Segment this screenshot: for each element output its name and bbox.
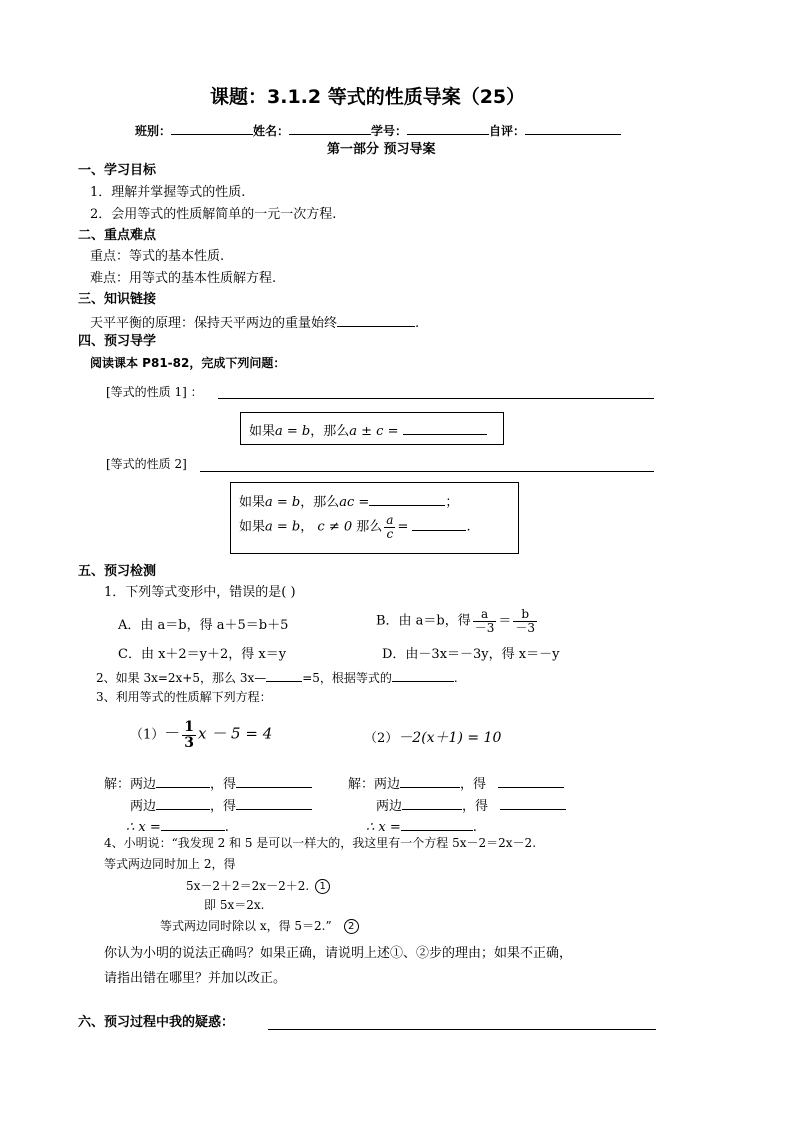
property-1-label: [等式的性质 1] ：: [106, 385, 203, 399]
key-point: 重点：等式的基本性质.: [90, 249, 225, 264]
circled-2: 2: [344, 919, 359, 934]
box2-text-5: 那么: [356, 519, 383, 535]
box1-blank[interactable]: [403, 422, 487, 435]
box2-expr-1: a = b: [265, 495, 301, 510]
frac1-num: a: [473, 608, 497, 622]
option-c[interactable]: C．由 x＋2＝y＋2，得 x＝y: [118, 647, 287, 662]
sol2-blank-2[interactable]: [498, 775, 564, 788]
section-1-heading: 一、学习目标: [78, 163, 157, 178]
sol1-so: ∴ x =: [126, 820, 161, 835]
frac2-num: b: [513, 608, 537, 622]
sol2-de-2: ，得: [462, 799, 489, 814]
class-label: 班别：: [135, 124, 172, 138]
sol2-de: ，得: [460, 777, 487, 792]
box2-expr-3: a = b: [265, 519, 301, 535]
section-6-heading: 六、预习过程中我的疑惑：: [78, 1015, 235, 1030]
id-label: 学号：: [371, 124, 408, 138]
doubts-blank[interactable]: [268, 1029, 656, 1030]
sol1-blank-4[interactable]: [236, 797, 312, 810]
property-2-blank[interactable]: [200, 471, 654, 472]
box2-end-1: ；: [445, 495, 459, 510]
fraction-a-over-c: [384, 514, 395, 540]
option-b[interactable]: [376, 608, 539, 634]
box1-expr-2: a ± c =: [349, 424, 399, 439]
eq2-label: （2）: [364, 731, 399, 746]
knowledge-end: .: [415, 316, 420, 331]
box2-text-3: 如果: [239, 519, 266, 535]
box2-expr-4: c ≠ 0: [317, 519, 353, 535]
section-3-heading: 三、知识链接: [78, 292, 157, 307]
circled-1: 1: [315, 879, 330, 894]
box2-text-1: 如果: [239, 495, 266, 510]
difficult-point: 难点：用等式的基本性质解方程.: [90, 271, 277, 286]
solution-2-line-3: [366, 818, 477, 834]
name-label: 姓名：: [253, 124, 290, 138]
property-2-line-2: [239, 514, 471, 540]
q2-end: .: [453, 671, 458, 685]
eq1-den: 3: [184, 734, 195, 751]
section-4-heading: 四、预习导学: [78, 334, 157, 349]
id-blank[interactable]: [407, 122, 489, 135]
question-4-line-6: 你认为小明的说法正确吗？如果正确，请说明上述①、②步的理由；如果不正确，: [104, 946, 573, 961]
eq1-num: 1: [184, 719, 195, 735]
sol2-blank-3[interactable]: [402, 797, 462, 810]
solution-2-line-1: [348, 775, 564, 791]
sol2-blank-5[interactable]: [401, 818, 473, 831]
sol1-de-2: ，得: [210, 799, 237, 814]
knowledge-text: 天平平衡的原理：保持天平两边的重量始终: [90, 316, 338, 331]
option-a[interactable]: A．由 a＝b，得 a＋5＝b＋5: [118, 618, 289, 633]
solution-1-line-2: [130, 797, 312, 813]
property-1-formula: [249, 422, 487, 438]
property-1-blank[interactable]: [218, 398, 654, 399]
question-4-line-1: 4、小明说：“我发现 2 和 5 是可以一样大的，我这里有一个方程 5x－2＝2x－2.: [104, 836, 537, 850]
box1-text-2: ，那么: [310, 424, 350, 439]
box2-eq: =: [397, 519, 409, 535]
option-b-text: B．由 a＝b，得: [376, 613, 471, 629]
part-heading: 第一部分 预习导案: [327, 142, 436, 157]
sol2-lb: 两边: [376, 799, 403, 814]
name-blank[interactable]: [289, 122, 371, 135]
q2-text-1: 2、如果 3x=2x+5，那么 3x—: [96, 671, 267, 685]
box2-blank-2[interactable]: [412, 518, 466, 531]
page-title: 课题：3.1.2 等式的性质导案（25）: [210, 86, 526, 108]
eq1-minus: －: [164, 723, 181, 743]
box2-expr-2: ac =: [339, 495, 370, 510]
frac1-den: －3: [474, 620, 495, 635]
sol2-dot: .: [472, 820, 477, 835]
student-info: [135, 122, 621, 137]
box2-text-2: ，那么: [300, 495, 340, 510]
sol1-blank-5[interactable]: [161, 818, 225, 831]
objective-1: 1．理解并掌握等式的性质.: [90, 185, 246, 200]
property-1-box: [240, 412, 504, 445]
sol1-lb: 两边: [130, 799, 157, 814]
question-4-line-4: 即 5x＝2x.: [204, 898, 265, 912]
equation-2: [364, 731, 501, 745]
question-2: [96, 669, 458, 684]
solution-1-line-3: [126, 818, 229, 834]
solution-2-line-2: [376, 797, 566, 813]
option-b-eq: ＝: [498, 613, 512, 629]
q4-step-1: 5x－2＋2＝2x－2＋2.: [186, 879, 310, 893]
objective-2: 2．会用等式的性质解简单的一元一次方程.: [90, 207, 337, 222]
solution-1-line-1: [104, 775, 312, 791]
equation-1: [130, 720, 272, 750]
reading-instruction: 阅读课本 P81-82，完成下列问题：: [90, 356, 286, 370]
fraction-numerator: a: [386, 513, 394, 527]
frac2-den: －3: [515, 620, 536, 635]
sol1-jie: 解：两边: [104, 777, 157, 792]
question-4-line-5: [160, 919, 359, 934]
sol1-blank-3[interactable]: [156, 797, 210, 810]
q2-blank-2[interactable]: [392, 669, 454, 682]
eq1-label: （1）: [130, 727, 165, 743]
sol2-blank-4[interactable]: [500, 797, 566, 810]
knowledge-link: [90, 314, 419, 330]
sol1-blank-2[interactable]: [236, 775, 312, 788]
question-1: 1．下列等式变形中，错误的是( ): [104, 585, 296, 600]
property-2-box: [230, 482, 519, 554]
sol2-jie: 解：两边: [348, 777, 401, 792]
eq1-rest: x － 5 = 4: [198, 724, 273, 743]
section-2-heading: 二、重点难点: [78, 228, 157, 243]
property-2-label: [等式的性质 2]: [106, 457, 187, 471]
box1-expr-1: a = b: [275, 424, 311, 439]
q4-step-2: 等式两边同时除以 x，得 5＝2.”: [160, 919, 332, 933]
knowledge-blank[interactable]: [337, 314, 415, 327]
question-4-line-3: [186, 879, 330, 894]
sol2-blank-1[interactable]: [400, 775, 460, 788]
sol2-so: ∴ x =: [366, 820, 401, 835]
question-3: 3、利用等式的性质解下列方程：: [96, 690, 272, 704]
box1-text-1: 如果: [249, 424, 276, 439]
eval-blank[interactable]: [525, 122, 621, 135]
sol1-dot: .: [224, 820, 229, 835]
q2-text-2: =5，根据等式的: [302, 671, 392, 685]
option-d[interactable]: D．由－3x＝－3y，得 x＝－y: [382, 647, 560, 662]
eq1-fraction: [182, 720, 196, 750]
eval-label: 自评：: [489, 124, 526, 138]
property-2-line-1: [239, 493, 458, 509]
question-4-line-2: 等式两边同时加上 2，得: [104, 857, 236, 871]
section-5-heading: 五、预习检测: [78, 564, 157, 579]
q2-blank-1[interactable]: [266, 669, 302, 682]
box2-blank-1[interactable]: [369, 493, 445, 506]
option-b-frac-1: [473, 608, 497, 634]
question-4-line-7: 请指出错在哪里？并加以改正。: [104, 971, 287, 986]
sol1-de: ，得: [210, 777, 237, 792]
option-b-frac-2: [513, 608, 537, 634]
fraction-denominator: c: [386, 526, 394, 541]
eq2-expr: －2(x＋1) = 10: [398, 730, 502, 746]
sol1-blank-1[interactable]: [156, 775, 210, 788]
class-blank[interactable]: [171, 122, 253, 135]
box2-end-2: .: [466, 519, 471, 535]
box2-text-4: ，: [300, 519, 314, 535]
